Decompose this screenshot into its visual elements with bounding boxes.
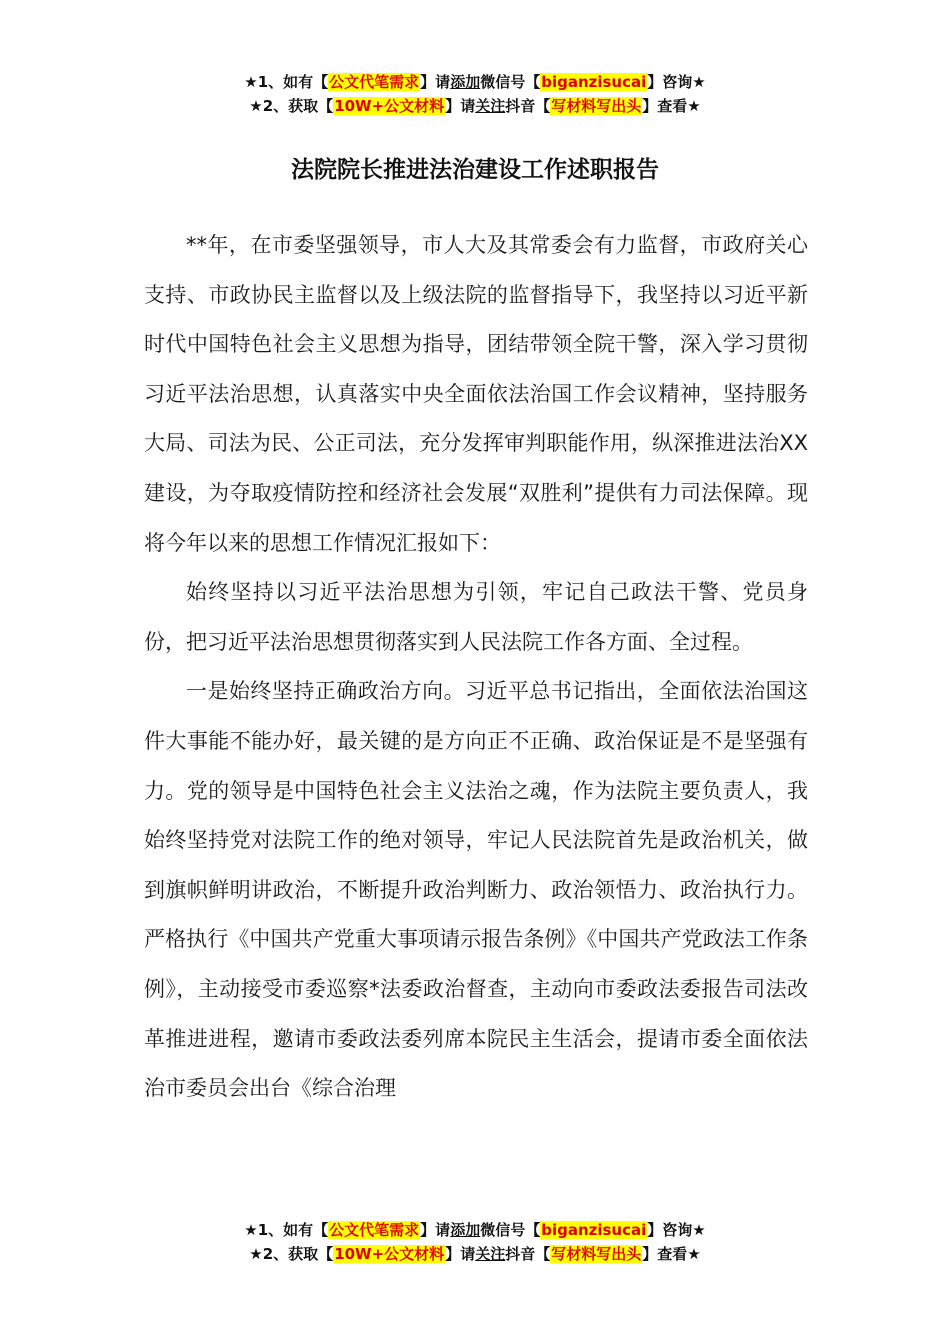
banner-underline: 关注 — [475, 97, 506, 115]
banner-text: 微信号【 — [480, 73, 541, 91]
banner-highlight: 10W+公文材料 — [334, 97, 445, 115]
banner-text: ★2、获取【 — [249, 1245, 334, 1263]
document-body — [144, 221, 808, 1114]
footer-banner — [0, 1218, 950, 1266]
banner-text: 】请 — [445, 1245, 476, 1263]
paragraph: **年，在市委坚强领导，市人大及其常委会有力监督，市政府关心支持、市政协民主监督以及上级法院的监督指导下，我坚持以习近平新时代中国特色社会主义思想为指导，团结带领全院干警，深入学习贯彻习近平法治思想，认真落实中央全面依法治国工作会议精神，坚持服务大局、司法为民、公正司法，充分发挥审判职能作用，纵深推进法治XX建设，为夺取疫情防控和经济社会发展“双胜利”提供有力司法保障。现将今年以来的思想工作情况汇报如下： — [144, 233, 808, 555]
banner-line-2 — [0, 94, 950, 118]
banner-highlight: 写材料写出头 — [551, 1245, 642, 1263]
banner-text: 抖音【 — [505, 97, 551, 115]
banner-text: ★1、如有【 — [244, 73, 329, 91]
banner-text: 】请 — [420, 73, 451, 91]
banner-highlight: 公文代笔需求 — [329, 1221, 420, 1239]
banner-text: ★2、获取【 — [249, 97, 334, 115]
banner-highlight: 10W+公文材料 — [334, 1245, 445, 1263]
banner-line-1 — [0, 70, 950, 94]
banner-highlight: biganzisucai — [541, 73, 647, 91]
banner-underline: 添加 — [450, 1221, 481, 1239]
banner-highlight: biganzisucai — [541, 1221, 647, 1239]
banner-text: 】咨询★ — [647, 73, 706, 91]
banner-text: 微信号【 — [480, 1221, 541, 1239]
banner-underline: 添加 — [450, 73, 481, 91]
banner-text: 】查看★ — [642, 97, 701, 115]
paragraph: 始终坚持以习近平法治思想为引领，牢记自己政法干警、党员身份，把习近平法治思想贯彻落实到人民法院工作各方面、全过程。 — [144, 580, 808, 654]
banner-highlight: 写材料写出头 — [551, 97, 642, 115]
banner-text: 】咨询★ — [647, 1221, 706, 1239]
banner-text: ★1、如有【 — [244, 1221, 329, 1239]
document-title: 法院院长推进法治建设工作述职报告 — [291, 157, 659, 183]
banner-text: 】请 — [420, 1221, 451, 1239]
banner-text: 】查看★ — [642, 1245, 701, 1263]
banner-text: 】请 — [445, 97, 476, 115]
paragraph: 一是始终坚持正确政治方向。习近平总书记指出，全面依法治国这件大事能不能办好，最关键的是方向正不正确、政治保证是不是坚强有力。党的领导是中国特色社会主义法治之魂，作为法院主要负责人，我始终坚持党对法院工作的绝对领导，牢记人民法院首先是政治机关，做到旗帜鲜明讲政治，不断提升政治判断力、政治领悟力、政治执行力。严格执行《中国共产党重大事项请示报告条例》《中国共产党政法工作条例》，主动接受市委巡察*法委政治督查，主动向市委政法委报告司法改革推进进程，邀请市委政法委列席本院民主生活会，提请市委全面依法治市委员会出台《综合治理 — [144, 679, 808, 1101]
banner-line-1 — [0, 1218, 950, 1242]
header-banner — [0, 70, 950, 118]
banner-text: 抖音【 — [505, 1245, 551, 1263]
banner-highlight: 公文代笔需求 — [329, 73, 420, 91]
banner-underline: 关注 — [475, 1245, 506, 1263]
banner-line-2 — [0, 1242, 950, 1266]
